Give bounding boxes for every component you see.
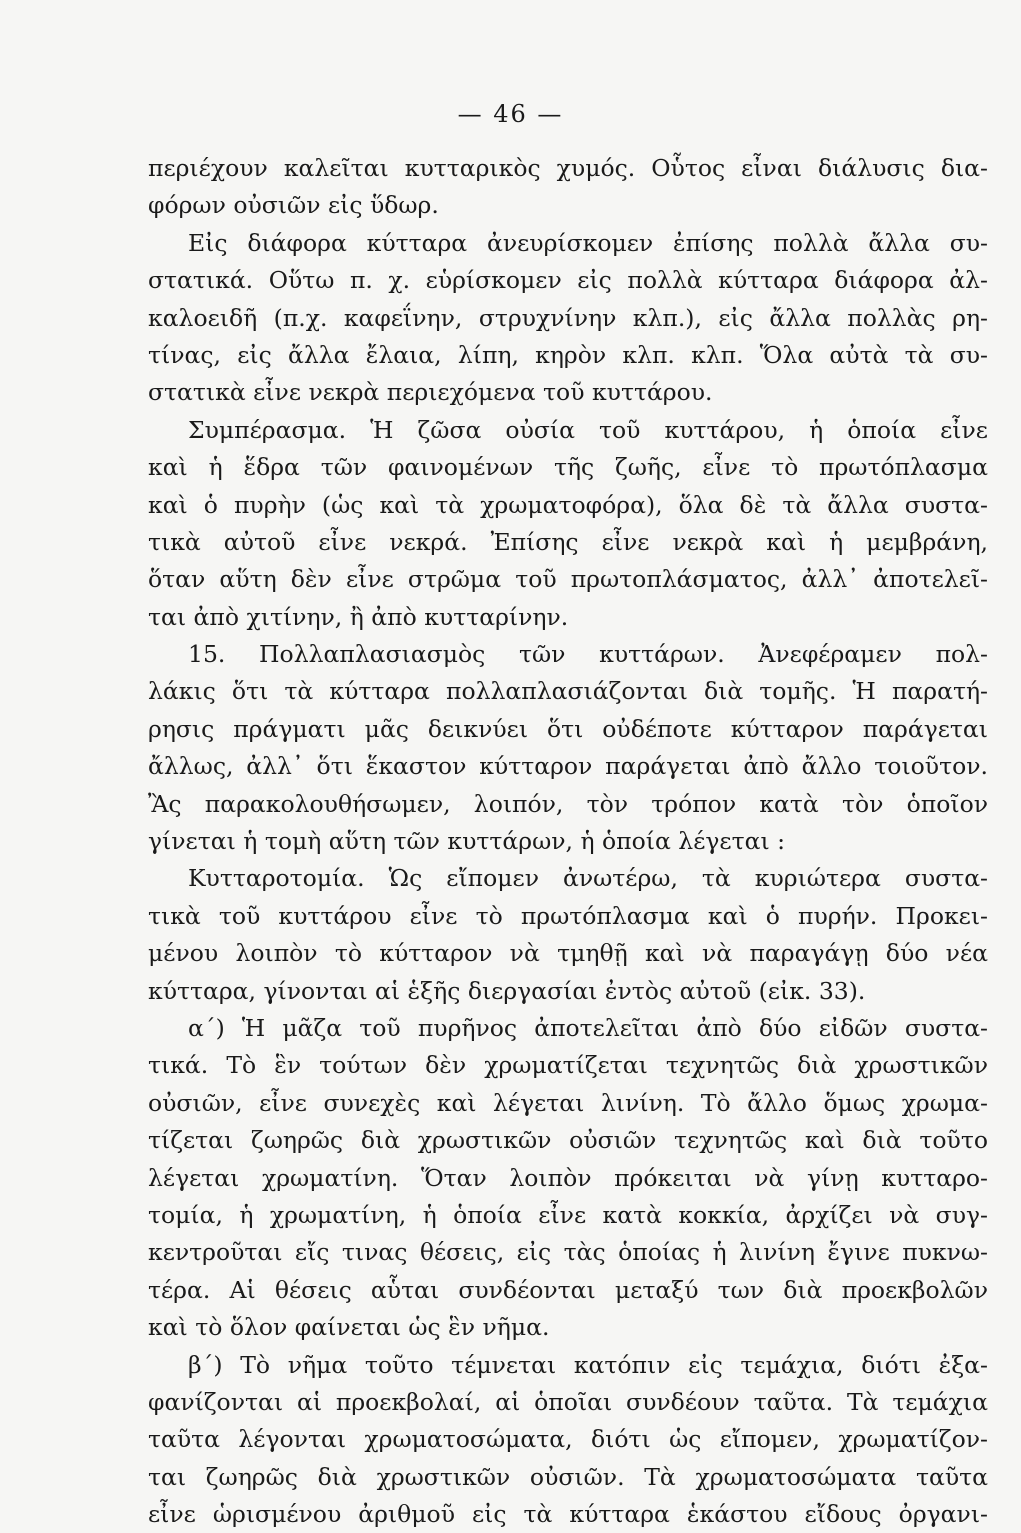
text-line: λάκις ὅτι τὰ κύτταρα πολλαπλασιάζονται διὰ τομῆς. Ἡ παρατή-: [148, 677, 988, 706]
text-line: μένου λοιπὸν τὸ κύτταρον νὰ τμηθῇ καὶ νὰ παραγάγῃ δύο νέα: [148, 939, 988, 968]
text-line: ται ἀπὸ χιτίνην, ἢ ἀπὸ κυτταρίνην.: [148, 602, 569, 631]
text-line: τικὰ αὐτοῦ εἶνε νεκρά. Ἐπίσης εἶνε νεκρὰ καὶ ἡ μεμβράνη,: [148, 527, 988, 556]
text-line: κεντροῦται εἴς τινας θέσεις, εἰς τὰς ὁποίας ἡ λινίνη ἔγινε πυκνω-: [148, 1238, 988, 1267]
text-line: β΄) Τὸ νῆμα τοῦτο τέμνεται κατόπιν εἰς τεμάχια, διότι ἐξα-: [188, 1350, 988, 1379]
text-line: στατικὰ εἶνε νεκρὰ περιεχόμενα τοῦ κυττάρου.: [148, 378, 713, 407]
text-line: ται ζωηρῶς διὰ χρωστικῶν οὐσιῶν. Τὰ χρωματοσώματα ταῦτα: [148, 1462, 988, 1491]
text-line: τομία, ἡ χρωματίνη, ἡ ὁποία εἶνε κατὰ κοκκία, ἀρχίζει νὰ συγ-: [148, 1200, 988, 1229]
text-line: κύτταρα, γίνονται αἱ ἑξῆς διεργασίαι ἐντὸς αὐτοῦ (εἰκ. 33).: [148, 976, 866, 1005]
text-line: 15. Πολλαπλασιασμὸς τῶν κυττάρων. Ἀνεφέραμεν πολ-: [188, 640, 988, 669]
text-line: Κυτταροτομία. Ὡς εἴπομεν ἀνωτέρω, τὰ κυριώτερα συστα-: [188, 864, 988, 893]
text-line: οὐσιῶν, εἶνε συνεχὲς καὶ λέγεται λινίνη. Τὸ ἄλλο ὅμως χρωμα-: [148, 1088, 988, 1117]
text-line: καλοειδῆ (π.χ. καφεΐνην, στρυχνίνην κλπ.), εἰς ἄλλα πολλὰς ρη-: [148, 303, 988, 332]
text-line: ὅταν αὕτη δὲν εἶνε στρῶμα τοῦ πρωτοπλάσματος, ἀλλ᾿ ἀποτελεῖ-: [148, 565, 988, 594]
text-line: τικά. Τὸ ἓν τούτων δὲν χρωματίζεται τεχνητῶς διὰ χρωστικῶν: [148, 1051, 988, 1080]
text-line: καὶ ἡ ἕδρα τῶν φαινομένων τῆς ζωῆς, εἶνε τὸ πρωτόπλασμα: [148, 453, 988, 482]
page-body: [148, 150, 988, 1533]
text-line: α΄) Ἡ μᾶζα τοῦ πυρῆνος ἀποτελεῖται ἀπὸ δύο εἰδῶν συστα-: [188, 1013, 988, 1042]
text-line: Ἂς παρακολουθήσωμεν, λοιπόν, τὸν τρόπον κατὰ τὸν ὁποῖον: [148, 789, 988, 818]
text-line: τέρα. Αἱ θέσεις αὗται συνδέονται μεταξύ των διὰ προεκβολῶν: [148, 1275, 988, 1304]
text-line: εἶνε ὡρισμένου ἀριθμοῦ εἰς τὰ κύτταρα ἑκάστου εἴδους ὀργανι-: [148, 1500, 988, 1529]
page-number: — 46 —: [457, 100, 564, 128]
text-line: τικὰ τοῦ κυττάρου εἶνε τὸ πρωτόπλασμα καὶ ὁ πυρήν. Προκει-: [148, 901, 988, 930]
text-line: γίνεται ἡ τομὴ αὕτη τῶν κυττάρων, ἡ ὁποία λέγεται :: [148, 827, 786, 856]
text-line: φόρων οὐσιῶν εἰς ὕδωρ.: [148, 191, 439, 220]
text-line: Συμπέρασμα. Ἡ ζῶσα οὐσία τοῦ κυττάρου, ἡ ὁποία εἶνε: [188, 415, 988, 444]
text-line: τίζεται ζωηρῶς διὰ χρωστικῶν οὐσιῶν τεχνητῶς καὶ διὰ τοῦτο: [148, 1126, 988, 1155]
text-line: στατικά. Οὕτω π. χ. εὑρίσκομεν εἰς πολλὰ κύτταρα διάφορα ἀλ-: [148, 266, 988, 295]
text-line: τίνας, εἰς ἄλλα ἔλαια, λίπη, κηρὸν κλπ. κλπ. Ὅλα αὐτὰ τὰ συ-: [148, 340, 988, 369]
text-line: περιέχουν καλεῖται κυτταρικὸς χυμός. Οὗτος εἶναι διάλυσις δια-: [148, 154, 988, 182]
text-line: φανίζονται αἱ προεκβολαί, αἱ ὁποῖαι συνδέουν ταῦτα. Τὰ τεμάχια: [148, 1387, 988, 1416]
text-line: καὶ ὁ πυρὴν (ὡς καὶ τὰ χρωματοφόρα), ὅλα δὲ τὰ ἄλλα συστα-: [148, 490, 988, 519]
text-line: Εἰς διάφορα κύτταρα ἀνευρίσκομεν ἐπίσης πολλὰ ἄλλα συ-: [188, 228, 988, 257]
text-line: ρησις πράγματι μᾶς δεικνύει ὅτι οὐδέποτε κύτταρον παράγεται: [148, 714, 988, 743]
text-line: ταῦτα λέγονται χρωματοσώματα, διότι ὡς εἴπομεν, χρωματίζον-: [148, 1425, 988, 1454]
text-line: ἄλλως, ἀλλ᾿ ὅτι ἕκαστον κύτταρον παράγεται ἀπὸ ἄλλο τοιοῦτον.: [148, 752, 988, 781]
text-line: λέγεται χρωματίνη. Ὅταν λοιπὸν πρόκειται νὰ γίνῃ κυτταρο-: [148, 1163, 988, 1192]
text-line: καὶ τὸ ὅλον φαίνεται ὡς ἓν νῆμα.: [148, 1313, 550, 1342]
